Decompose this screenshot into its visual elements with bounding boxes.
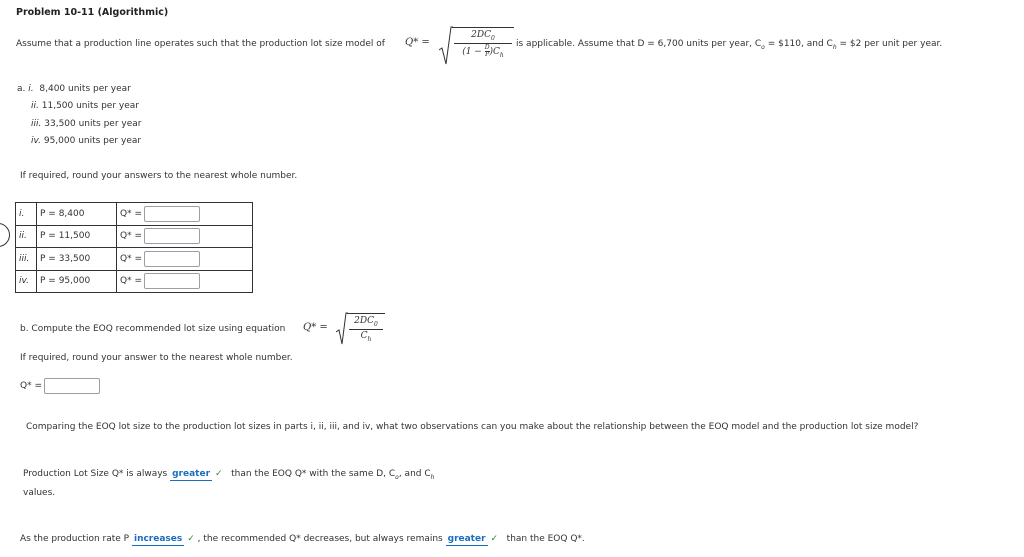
q-input-ii[interactable] [144,228,200,244]
table-row [16,203,253,226]
observation-1-continued: values. [23,488,56,498]
q-input-iv[interactable] [144,273,200,289]
observation-1-dropdown[interactable]: greater ✓ [172,469,223,479]
row-p-value: P = 95,000 [37,270,117,293]
part-a-round-note: If required, round your answers to the nearest whole number. [20,171,298,181]
row-q-cell [117,248,253,271]
eoq-fraction-line [349,329,383,330]
eoq-q-label: Q* = [20,381,42,391]
q-label: Q* = [120,253,142,264]
intro-sqrt-bar [452,27,514,28]
eoq-denominator: $C_h$ [360,331,372,343]
row-q-cell [117,270,253,293]
intro-sqrt-sign [439,26,453,66]
correct-check-icon: ✓ [490,534,499,544]
table-row [16,248,253,271]
intro-assumptions: is applicable. Assume that D = 6,700 units per year, $C_o$ = $110, and $C_h$ = $2 per unit per year. [516,39,943,51]
q-label: Q* = [120,208,142,219]
eoq-q-input[interactable] [44,378,100,394]
part-b-round-note: If required, round your answer to the nearest whole number. [20,353,293,363]
row-number: ii. [16,225,37,248]
part-a-item-4: iv. 95,000 units per year [31,136,142,146]
intro-text: Assume that a production line operates such that the production lot size model of [16,39,385,49]
observation-2-dropdown-rate[interactable]: increases ✓ [133,534,195,544]
eoq-sqrt-bar [347,313,385,314]
problem-title: Problem 10-11 (Algorithmic) [16,7,169,18]
table-row [16,270,253,293]
row-p-value: P = 33,500 [37,248,117,271]
row-number: iii. [16,248,37,271]
q-input-i[interactable] [144,206,200,222]
table-row [16,225,253,248]
correct-check-icon: ✓ [187,534,195,544]
row-q-cell [117,225,253,248]
observation-1: Production Lot Size Q* is always greater ✓ than the EOQ Q* with the same D, $C_o$, and $C_h$ [23,469,435,481]
part-a-item-1: a. i. 8,400 units per year [17,84,131,94]
comparison-question: Comparing the EOQ lot size to the production lot sizes in parts i, ii, iii, and iv, what two observations can you make about the relationship between the EOQ model and the production lot size model? [26,422,919,432]
q-input-iii[interactable] [144,251,200,267]
eoq-formula-lhs: Q* = [303,322,328,333]
intro-formula-lhs: Q* = [405,37,430,48]
row-number: i. [16,203,37,226]
row-number: iv. [16,270,37,293]
production-lot-table [15,202,253,293]
part-a-item-3: iii. 33,500 units per year [31,119,142,129]
side-circle-decoration [0,223,10,247]
eoq-numerator: $2DC_0$ [354,316,378,328]
row-p-value: P = 11,500 [37,225,117,248]
row-p-value: P = 8,400 [37,203,117,226]
intro-numerator: $2DC_0$ [471,30,495,42]
q-label: Q* = [120,276,142,287]
row-q-cell [117,203,253,226]
eoq-answer-row [20,378,100,394]
intro-fraction-line [454,43,512,44]
part-b-prompt: b. Compute the EOQ recommended lot size using equation [20,324,286,334]
observation-2: As the production rate P increases ✓ , the recommended Q* decreases, but always remains greater ✓ than the EOQ Q*. [20,534,585,544]
q-label: Q* = [120,231,142,242]
observation-2-dropdown-relation[interactable]: greater ✓ [447,534,499,544]
intro-denominator: (1 − $\frac{D}{P}$ )$C_h$ [462,44,504,59]
correct-check-icon: ✓ [215,469,223,479]
part-a-item-2: ii. 11,500 units per year [31,101,139,111]
